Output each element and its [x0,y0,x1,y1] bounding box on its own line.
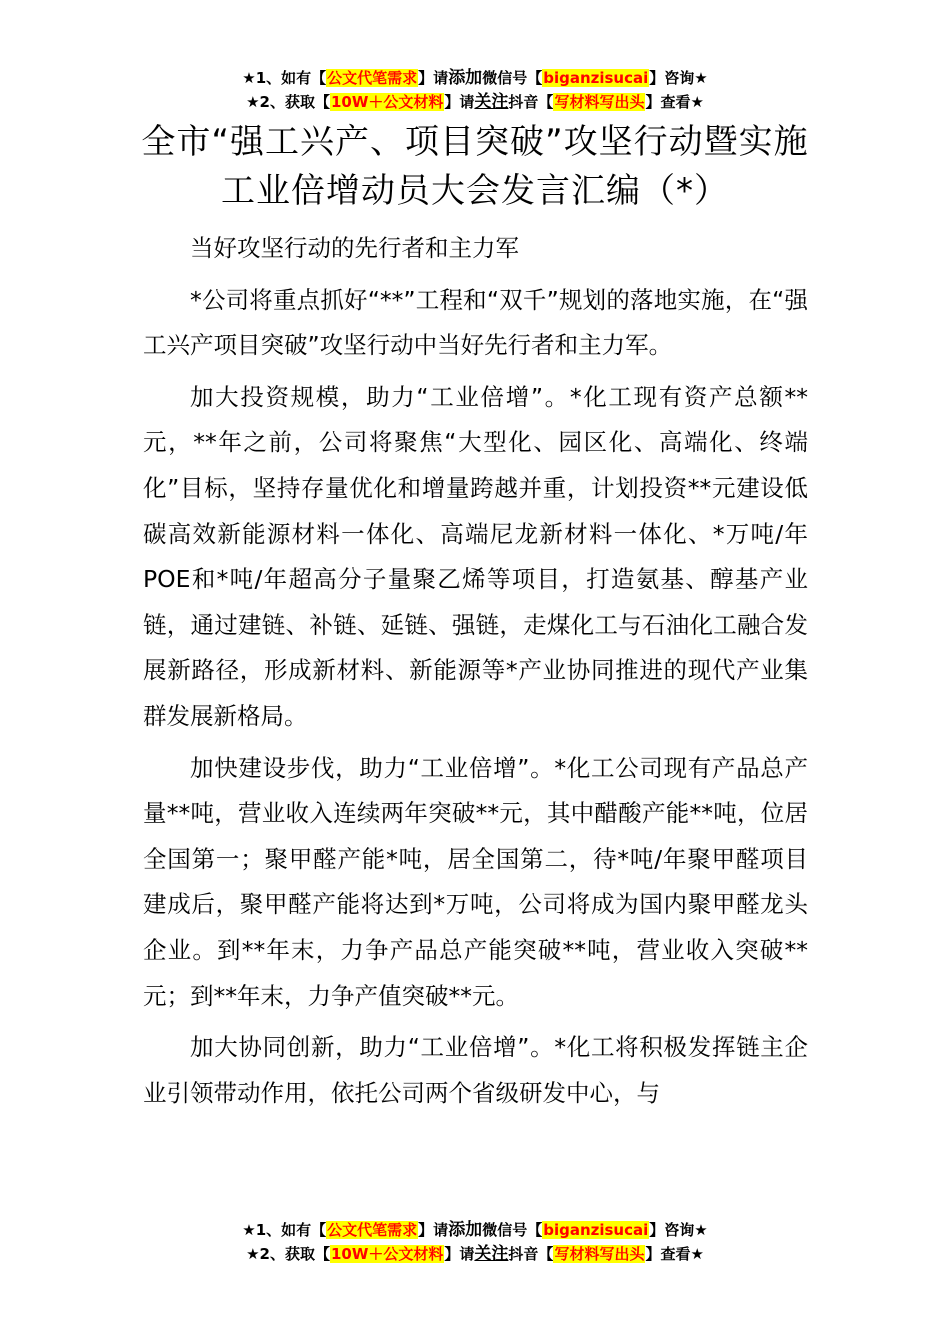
promo-highlight: 公文代笔需求 [327,1221,418,1239]
document-title: 全市“强工兴产、项目突破”攻坚行动暨实施工业倍增动员大会发言汇编（*） [141,122,809,211]
promo-emphasis: 添加 [448,1220,483,1240]
promo-highlight: biganzisucai [543,1221,649,1239]
body-paragraph: 加大协同创新，助力“工业倍增”。*化工将积极发挥链主企业引领带动作用，依托公司两个省级研发中心，与 [143,1033,808,1107]
promo-text: 】请 [418,69,449,87]
promo-emphasis: 关注 [474,1244,509,1264]
promo-highlight: 10W＋公文材料 [330,1245,444,1263]
promo-text: 微信号【 [482,69,543,87]
promo-highlight: biganzisucai [543,69,649,87]
promo-text: 】查看★ [645,1245,704,1263]
section-heading: 当好攻坚行动的先行者和主力军 [190,234,519,262]
promo-text: ★1、如有【 [242,1221,327,1239]
promo-text: 】查看★ [645,93,704,111]
promo-line-2 [0,1242,950,1266]
promo-line-2 [0,90,950,114]
promo-highlight: 写材料写出头 [554,1245,645,1263]
promo-text: ★1、如有【 [242,69,327,87]
promo-text: 】请 [444,1245,475,1263]
body-paragraph: *公司将重点抓好“**”工程和“双千”规划的落地实施，在“强工兴产项目突破”攻坚行动中当好先行者和主力军。 [143,285,808,360]
promo-text: 抖音【 [508,93,554,111]
promo-text: 抖音【 [508,1245,554,1263]
promo-line-1 [0,66,950,90]
promo-line-1 [0,1218,950,1242]
promo-highlight: 写材料写出头 [554,93,645,111]
body-paragraph: 加大投资规模，助力“工业倍增”。*化工现有资产总额**元，**年之前，公司将聚焦“大型化、园区化、高端化、终端化”目标，坚持存量优化和增量跨越并重，计划投资**元建设低碳高效新能源材料一体化、高端尼龙新材料一体化、*万吨/年POE和*吨/年超高分子量聚乙烯等项目，打造氨基、醇基产业链，通过建链、补链、延链、强链，走煤化工与石油化工融合发展新路径，形成新材料、新能源等*产业协同推进的现代产业集群发展新格局。 [143,382,808,730]
promo-text: 微信号【 [482,1221,543,1239]
bottom-promo-banner [0,1218,950,1266]
promo-text: 】请 [418,1221,449,1239]
promo-text: 】请 [444,93,475,111]
promo-text: ★2、获取【 [246,1245,330,1263]
promo-text: 】咨询★ [649,1221,708,1239]
promo-text: 】咨询★ [649,69,708,87]
promo-emphasis: 关注 [474,92,509,112]
promo-highlight: 公文代笔需求 [327,69,418,87]
promo-text: ★2、获取【 [246,93,330,111]
document-body [143,226,808,1116]
top-promo-banner [0,66,950,114]
promo-highlight: 10W＋公文材料 [330,93,444,111]
promo-emphasis: 添加 [448,68,483,88]
body-paragraph: 加快建设步伐，助力“工业倍增”。*化工公司现有产品总产量**吨，营业收入连续两年突破**元，其中醋酸产能**吨，位居全国第一；聚甲醛产能*吨，居全国第二，待*吨/年聚甲醛项目建成后，聚甲醛产能将达到*万吨，公司将成为国内聚甲醛龙头企业。到**年末，力争产品总产能突破**吨，营业收入突破**元；到**年末，力争产值突破**元。 [143,753,808,1010]
